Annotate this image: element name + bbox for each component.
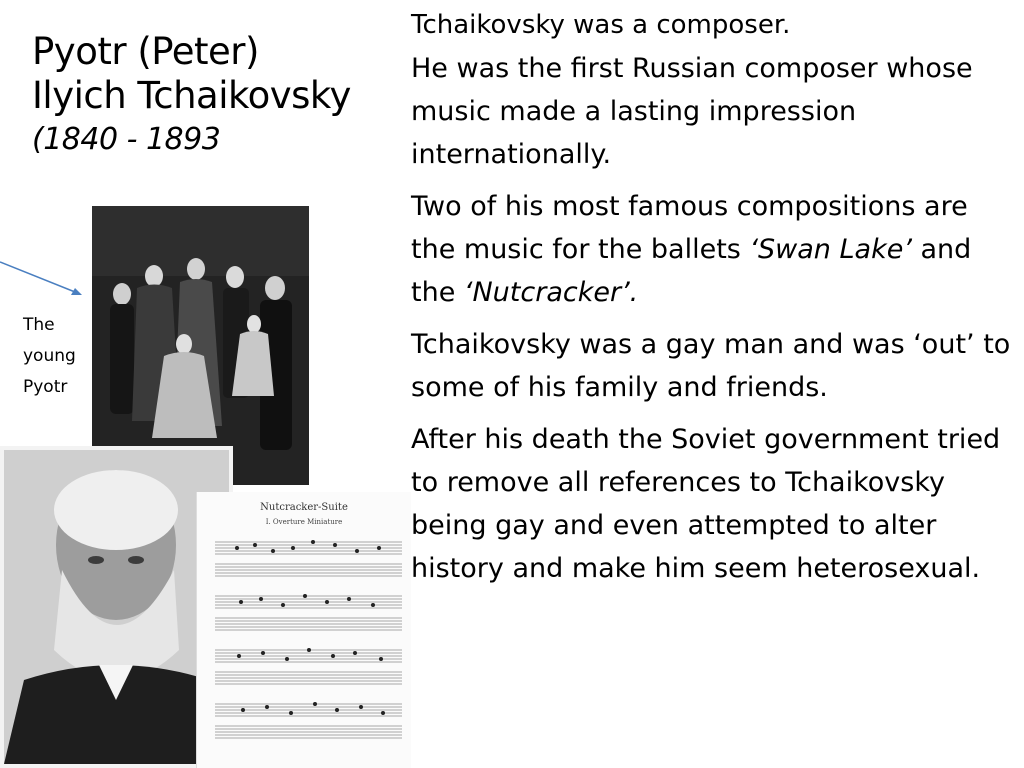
photo-caption — [23, 310, 76, 403]
family-photo — [92, 206, 309, 485]
body-paragraph-4: Tchaikovsky was a gay man and was ‘out’ to some of his family and friends. — [411, 329, 1011, 403]
title-line-2: Ilyich Tchaikovsky — [32, 74, 351, 117]
body-paragraph-2: He was the first Russian composer whose music made a lasting impression internationally. — [411, 53, 973, 170]
sheet-music-image — [197, 492, 411, 768]
title-dates: (1840 - 1893 — [32, 122, 221, 157]
nutcracker-title: ‘Nutcracker’. — [463, 277, 639, 308]
pointer-arrow — [0, 256, 90, 301]
title-line-1: Pyotr (Peter) — [32, 30, 259, 73]
body-p3-text-1: Two of his most famous compositions are the music for the ballets — [411, 191, 968, 265]
score-title: Nutcracker-Suite — [260, 502, 348, 513]
slide-body — [411, 4, 1011, 599]
caption-line-2: young — [23, 346, 76, 366]
nutcracker-score — [196, 492, 411, 768]
body-p3-text-2: and the — [411, 234, 972, 308]
body-paragraph-3 — [411, 185, 1011, 314]
swan-lake-title: ‘Swan Lake’ — [749, 234, 912, 265]
family-photo-image — [92, 206, 309, 485]
caption-line-1: The — [23, 315, 55, 335]
caption-line-3: Pyotr — [23, 377, 68, 397]
slide-title — [32, 30, 402, 162]
score-subtitle: I. Overture Miniature — [265, 518, 343, 526]
body-paragraph-5: After his death the Soviet government tried to remove all references to Tchaikovsky being gay and even attempted to alter history and make him seem heterosexual. — [411, 424, 1001, 584]
body-paragraph-1: Tchaikovsky was a composer. — [411, 10, 791, 40]
